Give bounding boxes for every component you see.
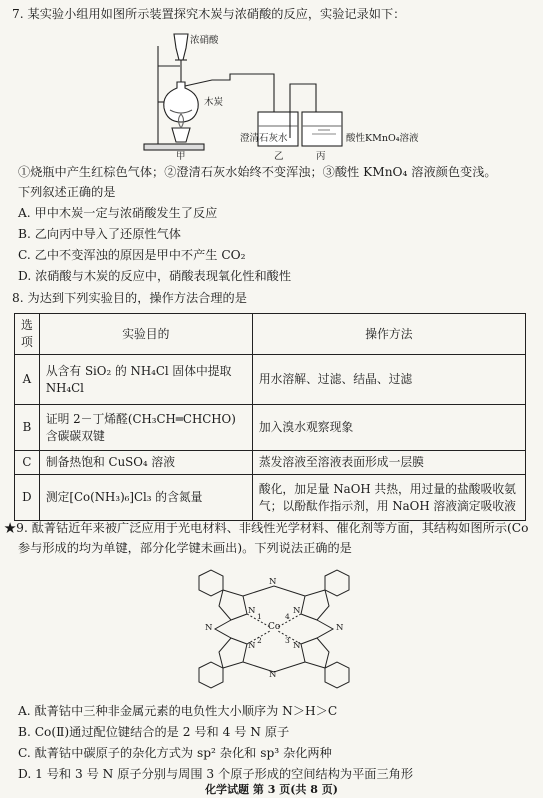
label-bing: 丙 bbox=[316, 151, 326, 162]
q9-option-d: D. 1 号和 3 号 N 原子分别与周围 3 个原子形成的空间结构为平面三角形 bbox=[18, 767, 414, 781]
row-option: B bbox=[15, 405, 40, 451]
row-method: 酸化，加足量 NaOH 共热，用过量的盐酸吸收氨气；以酚酞作指示剂，用 NaOH 溶液滴定吸收液 bbox=[252, 475, 525, 521]
table-row bbox=[15, 405, 526, 451]
row-method: 加入溴水观察现象 bbox=[252, 405, 525, 451]
co-center-label: Co bbox=[268, 622, 281, 632]
row-option: C bbox=[15, 451, 40, 475]
row-aim: 从含有 SiO₂ 的 NH₄Cl 固体中提取 NH₄Cl bbox=[39, 355, 252, 405]
label-nitric-acid: 浓硝酸 bbox=[190, 35, 219, 46]
row-method: 用水溶解、过滤、结晶、过滤 bbox=[252, 355, 525, 405]
bridge-n-left: N bbox=[205, 623, 213, 633]
label-kmno4: 酸性KMnO₄溶液 bbox=[346, 133, 419, 144]
q9-option-b: B. Co(Ⅱ)通过配位键结合的是 2 号和 4 号 N 原子 bbox=[18, 725, 290, 739]
bridge-n-right: N bbox=[336, 623, 344, 633]
row-aim: 证明 2－丁烯醛(CH₃CH═CHCHO)含碳碳双键 bbox=[39, 405, 252, 451]
q9-option-a: A. 酞菁钴中三种非金属元素的电负性大小顺序为 N＞H＞C bbox=[18, 704, 338, 718]
table-header-row bbox=[15, 314, 526, 355]
header-method: 操作方法 bbox=[252, 314, 525, 355]
num-2: 2 bbox=[257, 636, 262, 645]
num-3: 3 bbox=[285, 636, 290, 645]
q9-option-c: C. 酞菁钴中碳原子的杂化方式为 sp² 杂化和 sp³ 杂化两种 bbox=[18, 746, 332, 760]
q7-option-c: C. 乙中不变浑浊的原因是甲中不产生 CO₂ bbox=[18, 248, 246, 262]
label-yi: 乙 bbox=[274, 151, 284, 162]
q8-table bbox=[14, 313, 526, 521]
q7-option-a: A. 甲中木炭一定与浓硝酸发生了反应 bbox=[18, 206, 218, 220]
num-4: 4 bbox=[285, 612, 290, 621]
q7-lead: 下列叙述正确的是 bbox=[18, 185, 116, 199]
ring-n-2: N bbox=[248, 641, 256, 651]
header-aim: 实验目的 bbox=[39, 314, 252, 355]
q7-stem: 7. 某实验小组用如图所示装置探究木炭与浓硝酸的反应，实验记录如下： bbox=[12, 7, 406, 21]
table-row bbox=[15, 475, 526, 521]
q7-option-d: D. 浓硝酸与木炭的反应中，硝酸表现氧化性和酸性 bbox=[18, 269, 292, 283]
bridge-n-top: N bbox=[269, 577, 277, 587]
q8-stem: 8. 为达到下列实验目的，操作方法合理的是 bbox=[12, 291, 247, 305]
bridge-n-bottom: N bbox=[269, 670, 277, 680]
label-jia: 甲 bbox=[176, 151, 186, 162]
row-option: A bbox=[15, 355, 40, 405]
apparatus-figure bbox=[140, 26, 440, 160]
q7-option-b: B. 乙向丙中导入了还原性气体 bbox=[18, 227, 181, 241]
q9-stem-line1: ★9. 酞菁钴近年来被广泛应用于光电材料、非线性光学材料、催化剂等方面，其结构如图所示(Co bbox=[4, 521, 529, 535]
row-aim: 测定[Co(NH₃)₆]Cl₃ 的含氮量 bbox=[39, 475, 252, 521]
ring-n-3: N bbox=[293, 641, 301, 651]
row-method: 蒸发溶液至溶液表面形成一层膜 bbox=[252, 451, 525, 475]
header-option: 选项 bbox=[15, 314, 40, 355]
table-row bbox=[15, 451, 526, 475]
ring-n-1: N bbox=[248, 606, 256, 616]
num-1: 1 bbox=[257, 612, 262, 621]
table-row bbox=[15, 355, 526, 405]
ring-n-4: N bbox=[293, 606, 301, 616]
label-limewater: 澄清石灰水 bbox=[240, 133, 288, 144]
q9-stem-line2: 参与形成的均为单键，部分化学键未画出)。下列说法正确的是 bbox=[18, 541, 352, 555]
q7-observations: ①烧瓶中产生红棕色气体；②澄清石灰水始终不变浑浊；③酸性 KMnO₄ 溶液颜色变浅。 bbox=[18, 165, 497, 179]
row-aim: 制备热饱和 CuSO₄ 溶液 bbox=[39, 451, 252, 475]
row-option: D bbox=[15, 475, 40, 521]
page-footer: 化学试题 第 3 页(共 8 页) bbox=[205, 783, 338, 796]
label-charcoal: 木炭 bbox=[204, 97, 224, 108]
phthalocyanine-structure bbox=[185, 566, 363, 692]
